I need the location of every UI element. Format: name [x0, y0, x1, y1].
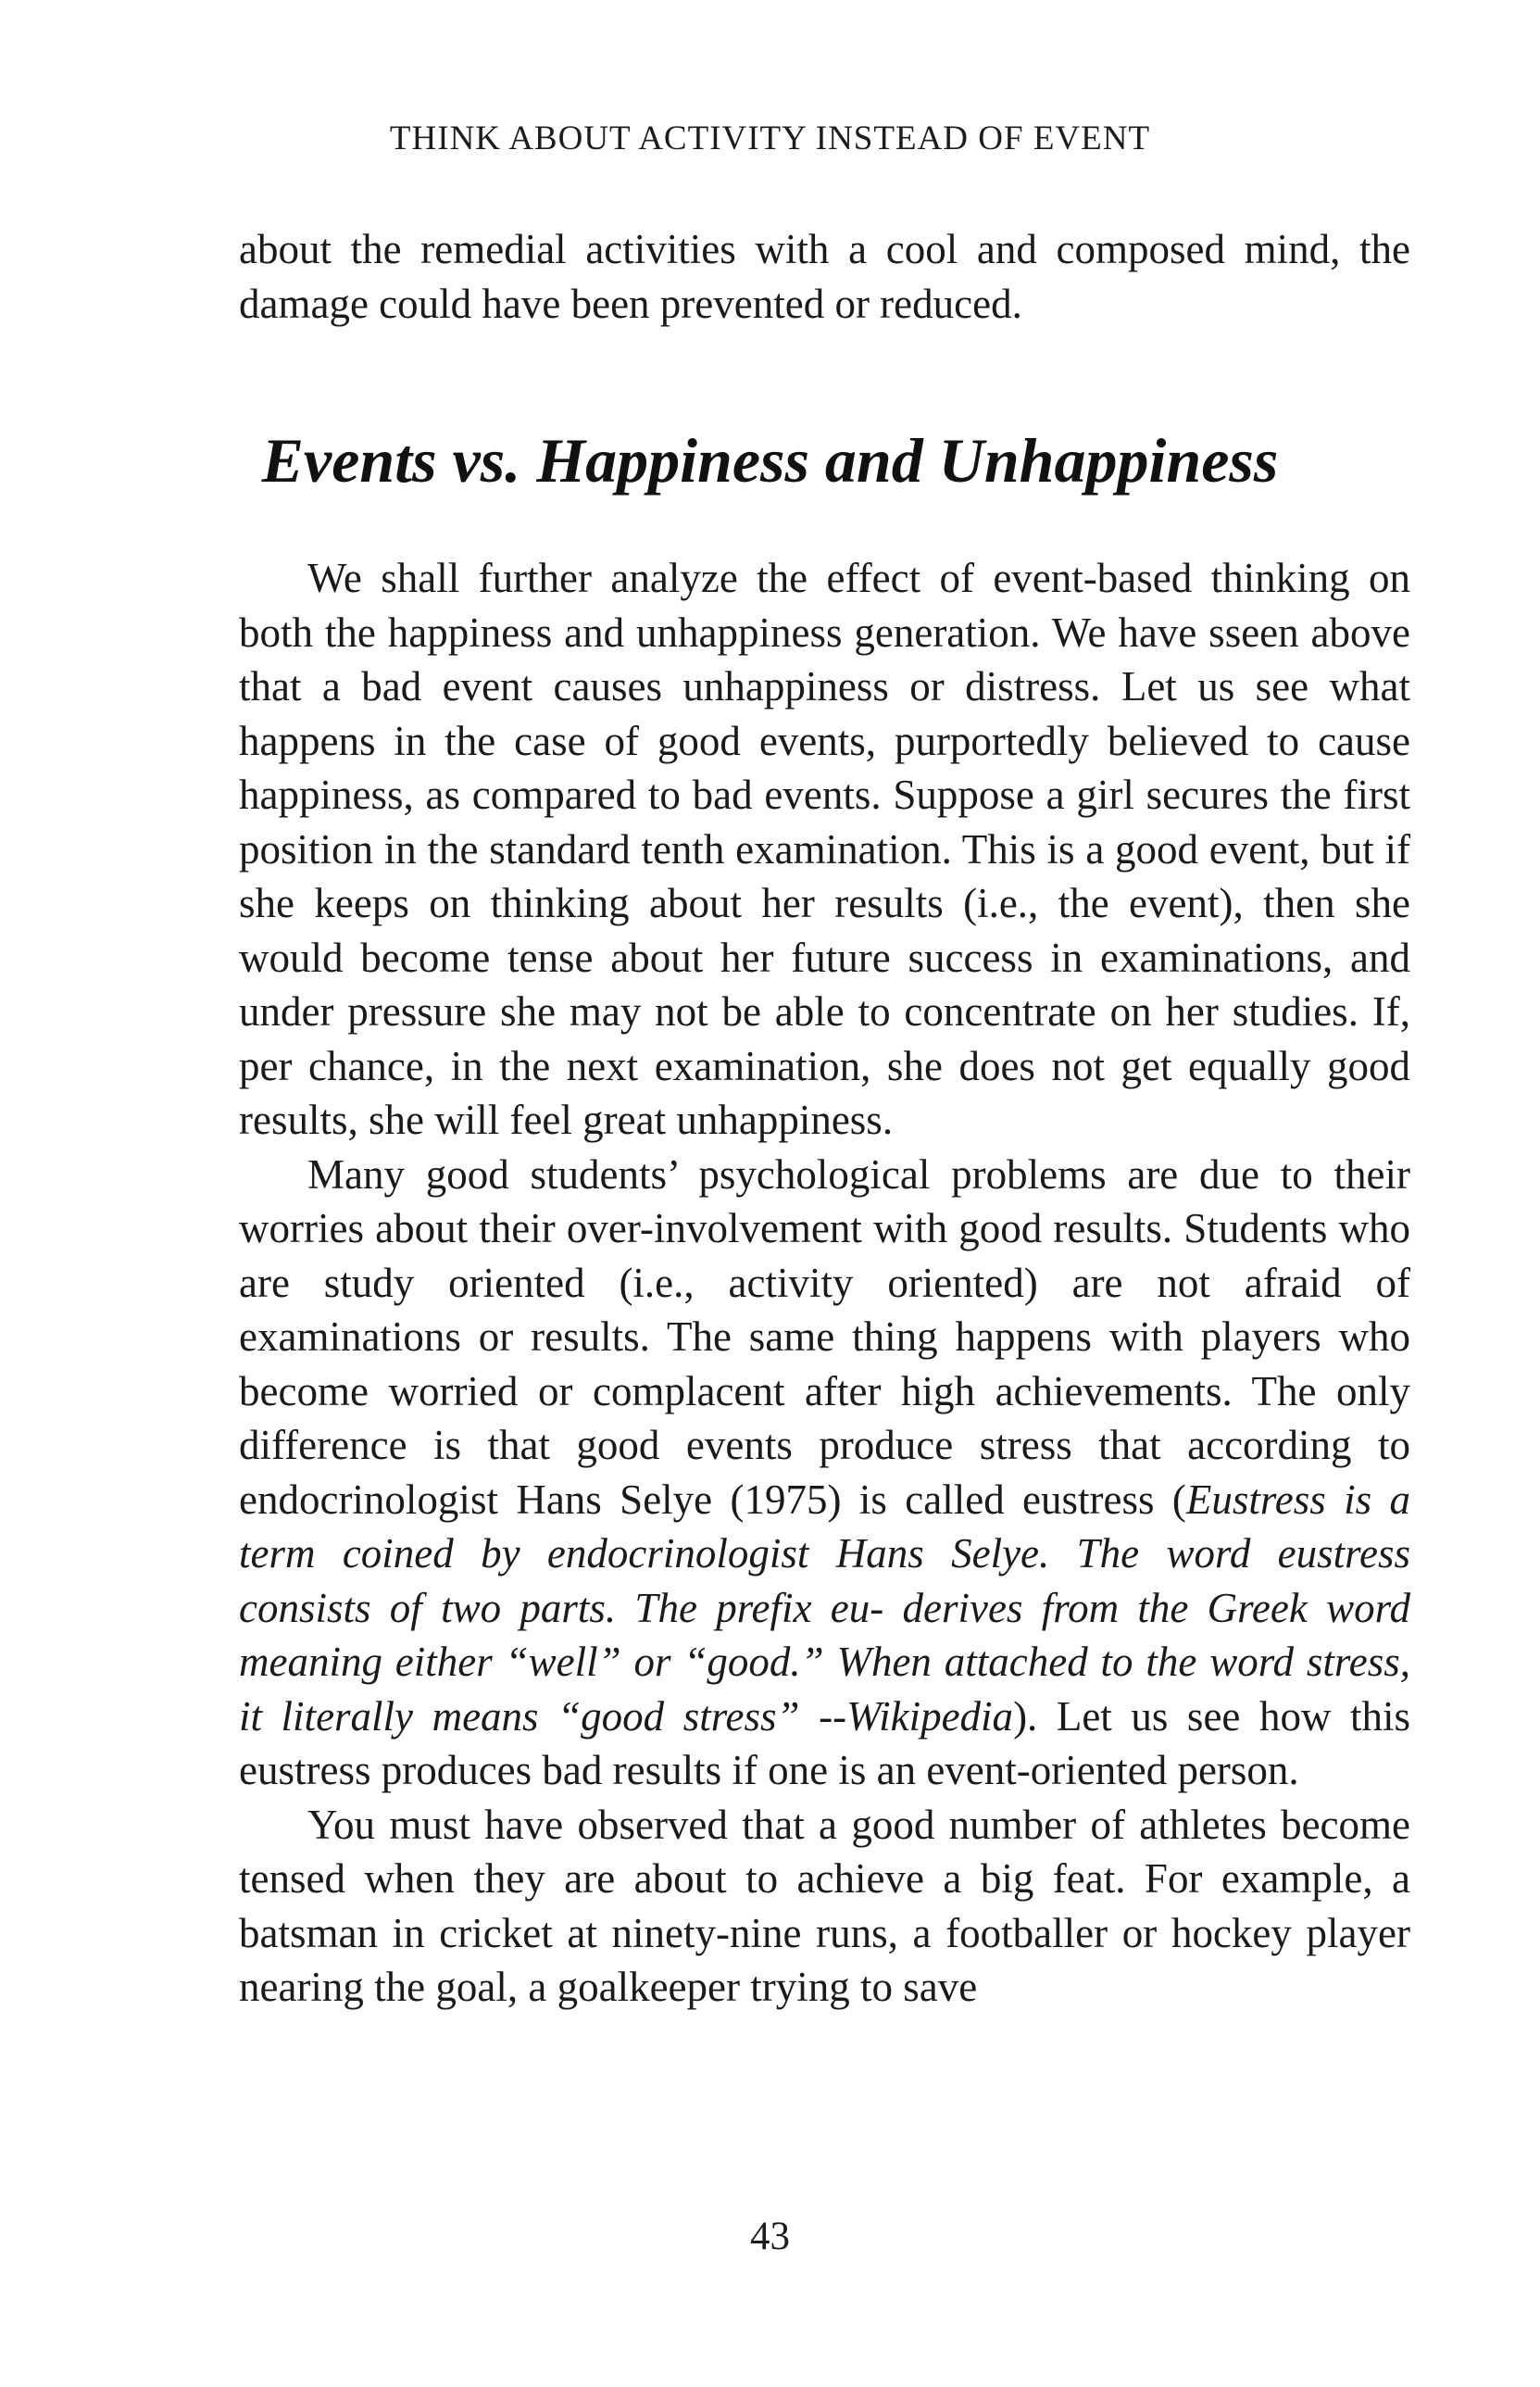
paragraph-3: You must have observed that a good number of athletes become tensed when they are about to achieve a big feat. For example, a batsman in cricket at ninety-nine runs, a footballer or hockey player nearing the goal, a goalkeeper trying to save — [239, 1801, 1410, 2010]
paragraph-1: We shall further analyze the effect of event-based thinking on both the happiness and unhappiness generation. We have sseen above that a bad event causes unhappiness or distress. Let us see what happens in the case of good events, purportedly believed to cause happiness, as compared to bad events. Suppose a girl secures the first position in the standard tenth examination. This is a good event, but if she keeps on thinking about her results (i.e., the event), then she would become tense about her future success in examinations, and under pressure she may not be able to concentrate on her studies. If, per chance, in the next examination, she does not get equally good results, she will feel great unhappiness. — [239, 555, 1410, 1143]
paragraph-2 — [239, 1148, 1410, 1798]
eustress-definition-quote: Eustress is a term coined by endocrinologist Hans Selye. The word eustress consists of two parts. The prefix eu- derives from the Greek word meaning either “well” or “good.” When attached to the word stress, it literally means “good stress” --Wikipedia — [239, 1476, 1410, 1740]
opening-paragraph: about the remedial activities with a cool and composed mind, the damage could have been prevented or reduced. — [239, 226, 1410, 327]
paragraph-2-before-quote: Many good students’ psychological problems are due to their worries about their over-involvement with good results. Students who are study oriented (i.e., activity oriented) are not afraid of examinations or results. The same thing happens with players who become worried or complacent after high achievements. The only difference is that good events produce stress that according to endocrinologist Hans Selye (1975) is called eustress ( — [239, 1150, 1410, 1523]
opening-text-block — [239, 222, 1410, 331]
body-text-block — [239, 551, 1410, 2015]
paragraph-2-after-quote: ). Let us see how this eustress produces bad results if one is an event-oriented person. — [239, 1692, 1411, 1793]
running-head: THINK ABOUT ACTIVITY INSTEAD OF EVENT — [389, 119, 1151, 157]
section-heading: Events vs. Happiness and Unhappiness — [261, 425, 1279, 496]
page-number: 43 — [750, 2215, 790, 2258]
